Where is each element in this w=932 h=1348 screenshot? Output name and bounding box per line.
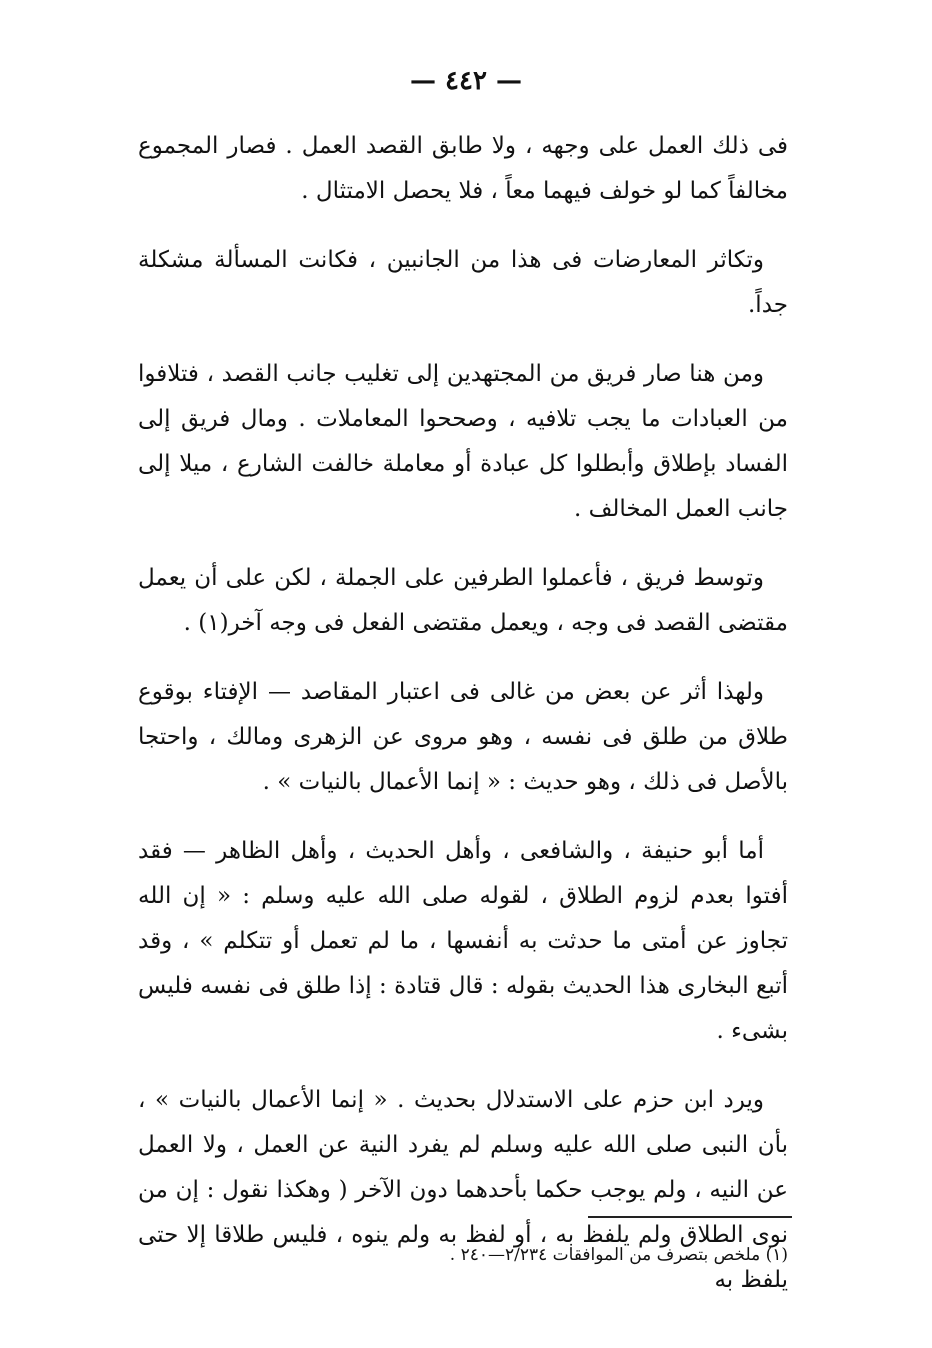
paragraph-3: ومن هنا صار فريق من المجتهدين إلى تغليب جانب القصد ، فتلافوا من العبادات ما يجب تلافيه ، وصححوا المعاملات . ومال فريق إلى الفساد بإطلاق وأبطلوا كل عبادة أو معاملة خالفت الشارع ، ميلا إلى جانب العمل المخالف . <box>138 361 788 522</box>
footnote: (١) ملخص بتصرف من الموافقات ٢/٢٣٤—٢٤٠ . <box>449 1245 788 1265</box>
page-number: — ٤٤٢ — <box>409 66 523 96</box>
paragraph-2: وتكاثر المعارضات فى هذا من الجانبين ، فكانت المسألة مشكلة جداً. <box>138 247 788 318</box>
body-text <box>138 124 788 1327</box>
footnote-divider <box>588 1216 792 1218</box>
paragraph-7: ويرد ابن حزم على الاستدلال بحديث . « إنما الأعمال بالنيات » ، بأن النبى صلى الله عليه وسلم لم يفرد النية عن العمل ، ولا العمل عن النيه ، ولم يوجب حكما بأحدهما دون الآخر ( وهكذا نقول : إن من نوى الطلاق ولم يلفظ به ، أو لفظ به ولم ينوه ، فليس طلاقا إلا حتى يلفظ به <box>138 1087 788 1293</box>
paragraph-1: فى ذلك العمل على وجهه ، ولا طابق القصد العمل . فصار المجموع مخالفاً كما لو خولف فيهما معاً ، فلا يحصل الامتثال . <box>138 133 788 204</box>
paragraph-5: ولهذا أثر عن بعض من غالى فى اعتبار المقاصد — الإفتاء بوقوع طلاق من طلق فى نفسه ، وهو مروى عن الزهرى ومالك ، واحتجا بالأصل فى ذلك ، وهو حديث : « إنما الأعمال بالنيات » . <box>138 679 788 795</box>
paragraph-6: أما أبو حنيفة ، والشافعى ، وأهل الحديث ، وأهل الظاهر — فقد أفتوا بعدم لزوم الطلاق ، لقوله صلى الله عليه وسلم : « إن الله تجاوز عن أمتى ما حدثت به أنفسها ، ما لم تعمل أو تتكلم » ، وقد أتبع البخارى هذا الحديث بقوله : قال قتادة : إذا طلق فى نفسه فليس بشىء . <box>138 838 788 1044</box>
paragraph-4: وتوسط فريق ، فأعملوا الطرفين على الجملة ، لكن على أن يعمل مقتضى القصد فى وجه ، ويعمل مقتضى الفعل فى وجه آخر(١) . <box>138 565 788 636</box>
